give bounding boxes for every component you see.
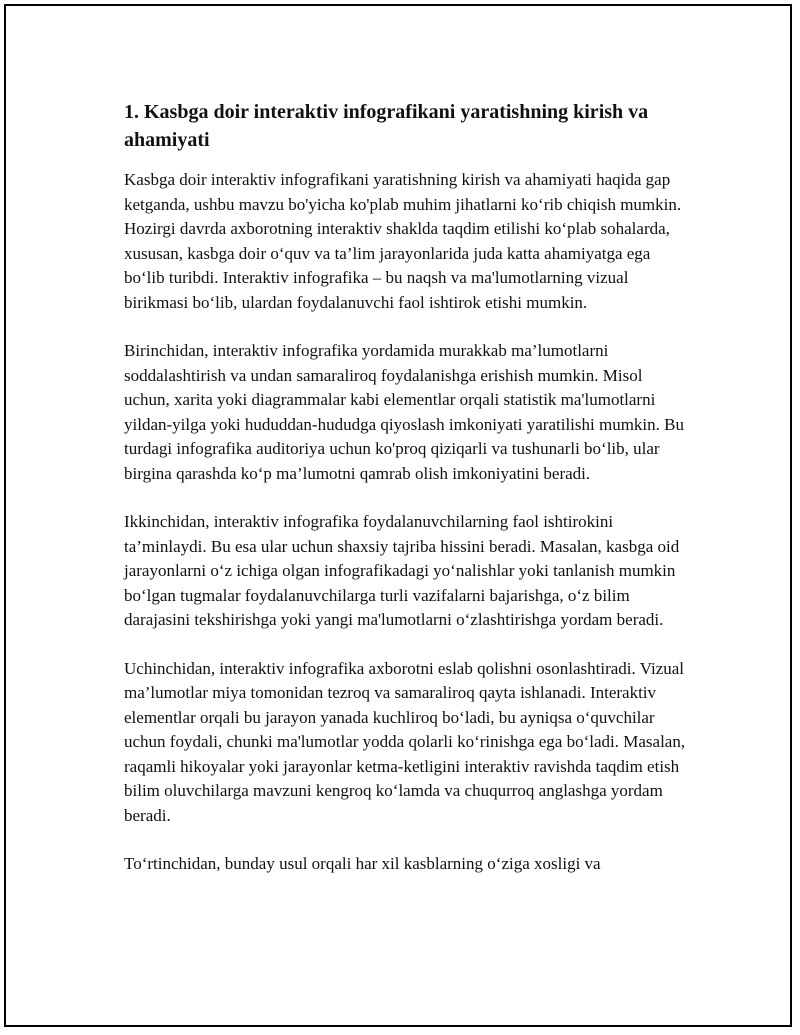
paragraph-fourth: To‘rtinchidan, bunday usul orqali har xil kasblarning o‘ziga xosligi va xyxy=(124,854,601,873)
section-heading: 1. Kasbga doir interaktiv infografikani yaratishning kirish va ahamiyati xyxy=(124,101,649,151)
paragraph-intro: Kasbga doir interaktiv infografikani yaratishning kirish va ahamiyati haqida gap ketganda, ushbu mavzu bo'yicha ko'plab muhim jihatlarni ko‘rib chiqish mumkin. Hozirgi davrda axborotning interaktiv shaklda taqdim etilishi ko‘plab sohalarda, xususan, kasbga doir o‘quv va ta’lim jarayonlarida juda katta ahamiyatga ega bo‘lib turibdi. Interaktiv infografika – bu naqsh va ma'lumotlarning vizual birikmasi bo‘lib, ulardan foydalanuvchi faol ishtirok etishi mumkin. xyxy=(124,170,682,312)
paragraph-second: Ikkinchidan, interaktiv infografika foydalanuvchilarning faol ishtirokini ta’minlaydi. Bu esa ular uchun shaxsiy tajriba hissini beradi. Masalan, kasbga oid jarayonlarni o‘z ichiga olgan infografikadagi yo‘nalishlar yoki tanlanish mumkin bo‘lgan tugmalar foydalanuvchilarga turli vazifalarni bajarishga, o‘z bilim darajasini tekshirishga yoki yangi ma'lumotlarni o‘zlashtirishga yordam beradi. xyxy=(124,512,680,629)
page-frame xyxy=(4,4,792,1027)
paragraph-third: Uchinchidan, interaktiv infografika axborotni eslab qolishni osonlashtiradi. Vizual ma’lumotlar miya tomonidan tezroq va samaraliroq qayta ishlanadi. Interaktiv elementlar orqali bu jarayon yanada kuchliroq bo‘ladi, bu ayniqsa o‘quvchilar uchun foydali, chunki ma'lumotlar yodda qolarli ko‘rinishga ega bo‘ladi. Masalan, raqamli hikoyalar yoki jarayonlar ketma-ketligini interaktiv ravishda taqdim etish bilim oluvchilarga mavzuni kengroq ko‘lamda va chuqurroq anglashga yordam beradi. xyxy=(124,658,686,825)
paragraph-first: Birinchidan, interaktiv infografika yordamida murakkab ma’lumotlarni soddalashtirish va undan samaraliroq foydalanishga erishish mumkin. Misol uchun, xarita yoki diagrammalar kabi elementlar orqali statistik ma'lumotlarni yildan-yilga yoki hududdan-hududga qiyoslash imkoniyati yaratilishi mumkin. Bu turdagi infografika auditoriya uchun ko'proq qiziqarli va tushunarli bo‘lib, ular birgina qarashda ko‘p ma’lumotni qamrab olish imkoniyatini beradi. xyxy=(124,341,684,483)
document-body xyxy=(124,98,690,901)
